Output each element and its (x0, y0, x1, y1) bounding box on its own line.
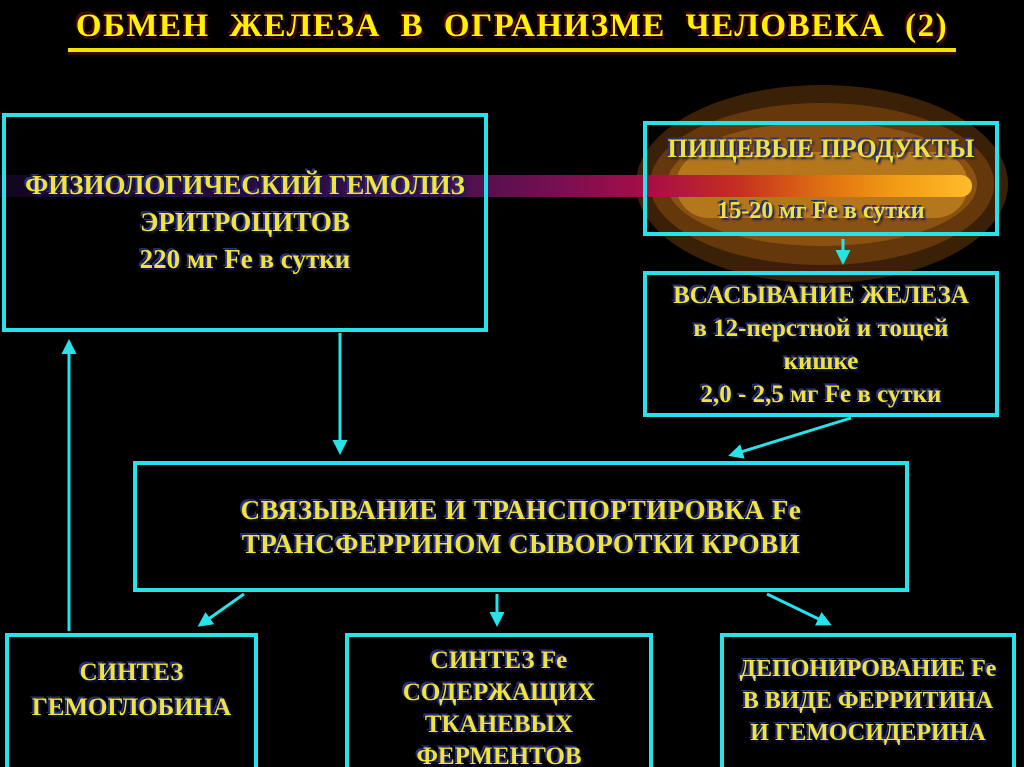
arrow-transport-to-depot (767, 594, 829, 624)
box-line: СОДЕРЖАЩИХ (402, 679, 596, 706)
box-line: ПИЩЕВЫЕ ПРОДУКТЫ (667, 134, 975, 163)
box-line: ТКАНЕВЫХ (424, 711, 574, 738)
box-line: В ВИДЕ ФЕРРИТИНА (742, 688, 994, 714)
box-value: 2,0 - 2,5 мг Fe в сутки (700, 381, 942, 408)
box-iron-absorption (643, 271, 999, 417)
box-line: ТРАНСФЕРРИНОМ СЫВОРОТКИ КРОВИ (241, 528, 801, 559)
box-hemoglobin-synthesis (5, 633, 258, 767)
box-physiological-hemolysis (2, 113, 488, 332)
box-binding-transport (133, 461, 909, 592)
box-line: ДЕПОНИРОВАНИЕ Fe (739, 656, 997, 682)
box-line: СИНТЕЗ (79, 659, 184, 686)
arrow-absorption-to-transport (731, 418, 851, 455)
title-row (0, 8, 1024, 52)
box-iron-deposition (720, 633, 1016, 767)
box-line: И ГЕМОСИДЕРИНА (750, 720, 986, 746)
box-line: ФЕРМЕНТОВ (416, 743, 582, 767)
slide-title: ОБМЕН ЖЕЛЕЗА В ОГРАНИЗМЕ ЧЕЛОВЕКА (2) (68, 8, 956, 52)
box-line: ГЕМОГЛОБИНА (31, 694, 232, 721)
box-line: ЭРИТРОЦИТОВ (140, 207, 350, 237)
box-food-products (643, 121, 999, 236)
box-value: 15-20 мг Fe в сутки (717, 198, 925, 224)
box-line: ВСАСЫВАНИЕ ЖЕЛЕЗА (673, 282, 969, 309)
box-line: кишке (783, 348, 859, 375)
box-line: СВЯЗЫВАНИЕ И ТРАНСПОРТИРОВКА Fe (240, 494, 802, 525)
box-value: 220 мг Fe в сутки (139, 244, 351, 274)
box-line: в 12-перстной и тощей (693, 315, 949, 342)
box-tissue-enzymes-synthesis (345, 633, 653, 767)
box-line: ФИЗИОЛОГИЧЕСКИЙ ГЕМОЛИЗ (25, 170, 465, 200)
box-line: СИНТЕЗ Fe (430, 647, 568, 674)
arrow-transport-to-hemoglobin (200, 594, 244, 625)
